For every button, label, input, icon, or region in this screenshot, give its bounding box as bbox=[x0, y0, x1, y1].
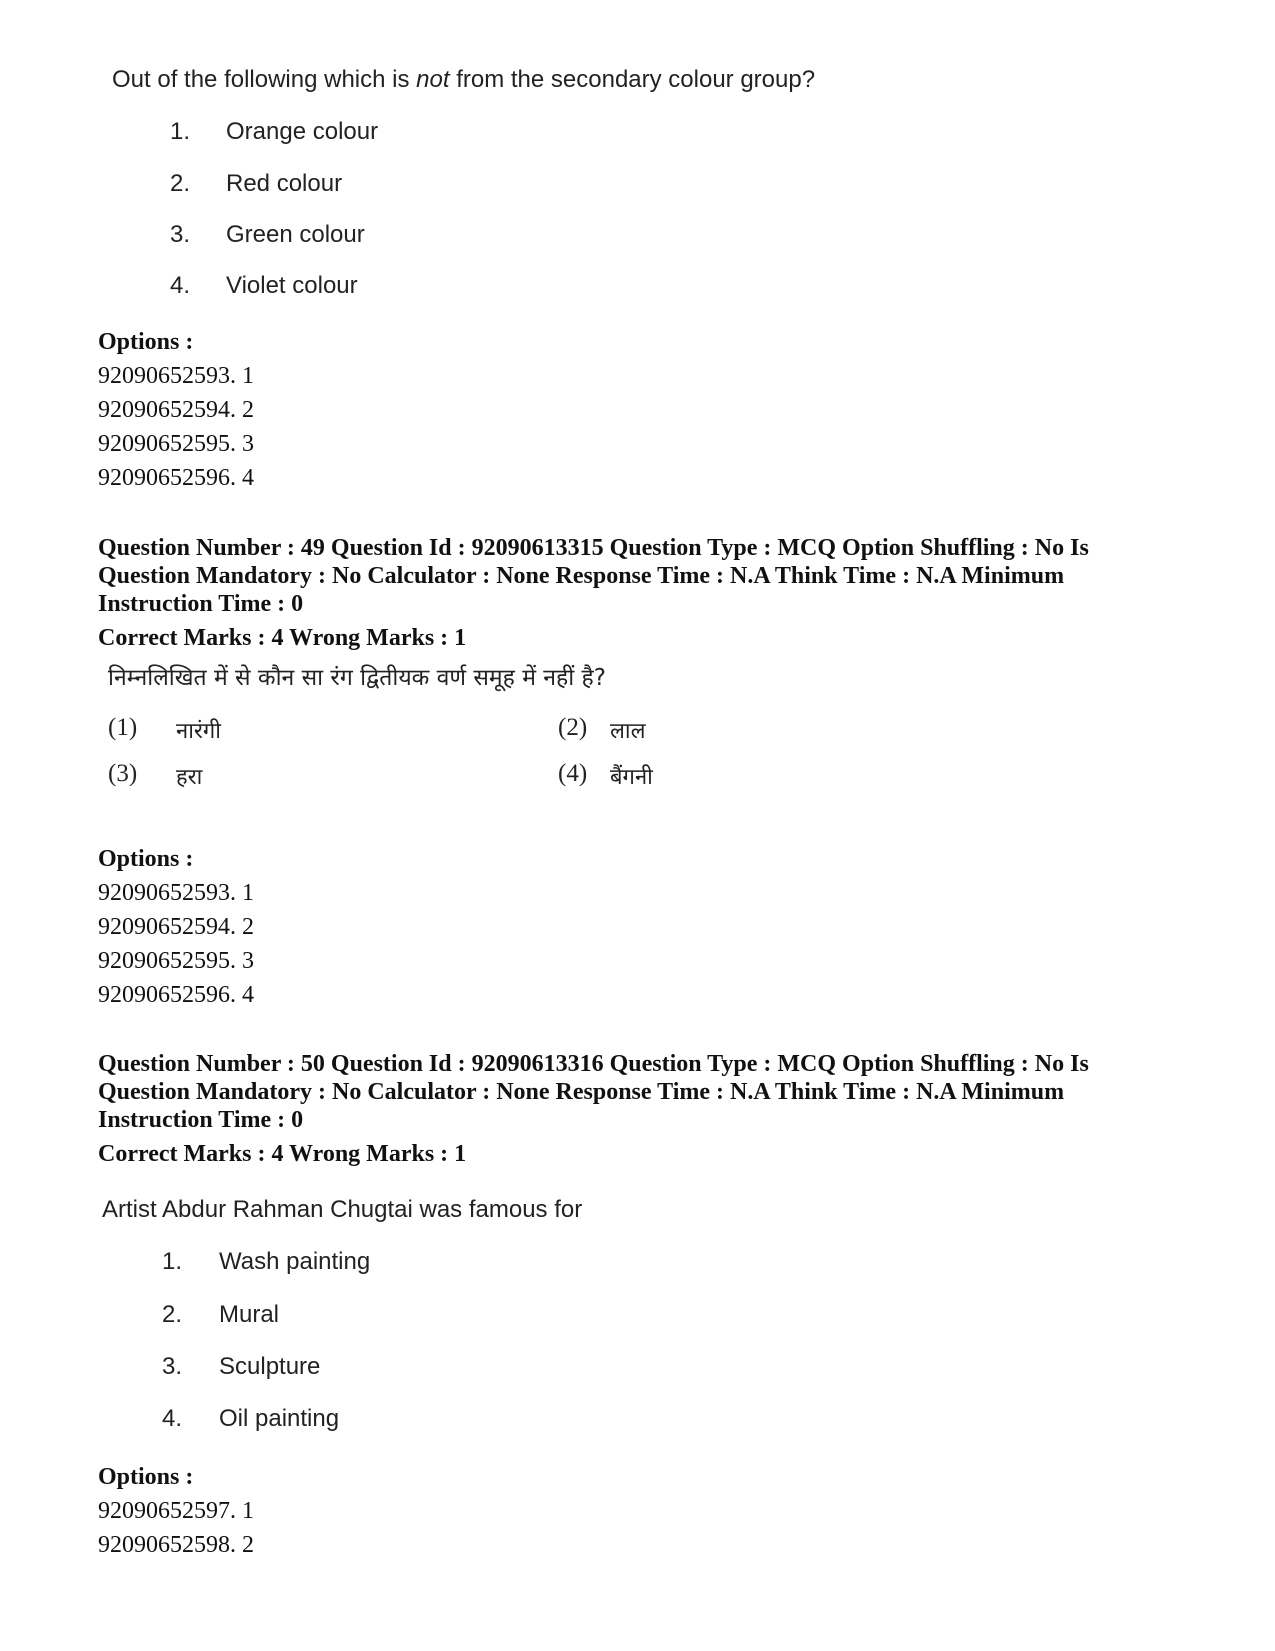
question-50-meta bbox=[98, 1050, 1178, 1168]
choice-1: (1) नारंगी bbox=[108, 714, 221, 744]
marks-line: Correct Marks : 4 Wrong Marks : 1 bbox=[98, 1141, 467, 1167]
emphasis-not: not bbox=[416, 66, 450, 93]
meta-line: Question Number : 49 Question Id : 92090613315 Question Type : MCQ Option Shuffling : No Is bbox=[98, 535, 1089, 561]
question-50-options bbox=[98, 1460, 254, 1562]
option-row: 92090652598. 2 bbox=[98, 1532, 254, 1558]
choice-4: (4) बैंगनी bbox=[558, 760, 653, 790]
question-48-image: Out of the following which is not from the secondary colour group? 1. Orange colour 2. Red colour 3. Green colour 4. Violet colour bbox=[112, 66, 1012, 316]
choice-3: (3) हरा bbox=[108, 760, 203, 790]
option-row: 92090652594. 2 bbox=[98, 397, 254, 423]
question-48-options bbox=[98, 325, 254, 495]
option-row: 92090652595. 3 bbox=[98, 431, 254, 457]
option-row: 92090652597. 1 bbox=[98, 1498, 254, 1524]
options-label: Options : bbox=[98, 846, 194, 872]
meta-line: Question Mandatory : No Calculator : None Response Time : N.A Think Time : N.A Minimum bbox=[98, 563, 1065, 589]
option-row: 92090652595. 3 bbox=[98, 948, 254, 974]
question-49-image bbox=[108, 660, 808, 800]
options-label: Options : bbox=[98, 1464, 194, 1490]
question-49-meta bbox=[98, 534, 1178, 652]
option-row: 92090652593. 1 bbox=[98, 880, 254, 906]
option-row: 92090652596. 4 bbox=[98, 465, 254, 491]
choice-2: (2) लाल bbox=[558, 714, 646, 744]
question-48-stem: Out of the following which is not from the secondary colour group? bbox=[112, 66, 816, 93]
question-49-options bbox=[98, 842, 254, 1012]
question-50-stem: Artist Abdur Rahman Chugtai was famous for bbox=[102, 1196, 583, 1223]
question-50-image: Artist Abdur Rahman Chugtai was famous for 1. Wash painting 2. Mural 3. Sculpture 4. Oil painting bbox=[102, 1196, 802, 1446]
option-row: 92090652593. 1 bbox=[98, 363, 254, 389]
marks-line: Correct Marks : 4 Wrong Marks : 1 bbox=[98, 625, 467, 651]
meta-line: Instruction Time : 0 bbox=[98, 591, 304, 617]
meta-line: Question Number : 50 Question Id : 92090613316 Question Type : MCQ Option Shuffling : No Is bbox=[98, 1051, 1089, 1077]
option-row: 92090652596. 4 bbox=[98, 982, 254, 1008]
meta-line: Instruction Time : 0 bbox=[98, 1107, 304, 1133]
options-label: Options : bbox=[98, 329, 194, 355]
meta-line: Question Mandatory : No Calculator : None Response Time : N.A Think Time : N.A Minimum bbox=[98, 1079, 1065, 1105]
question-49-stem: निम्नलिखित में से कौन सा रंग द्वितीयक वर्ण समूह में नहीं है? bbox=[108, 665, 606, 691]
option-row: 92090652594. 2 bbox=[98, 914, 254, 940]
